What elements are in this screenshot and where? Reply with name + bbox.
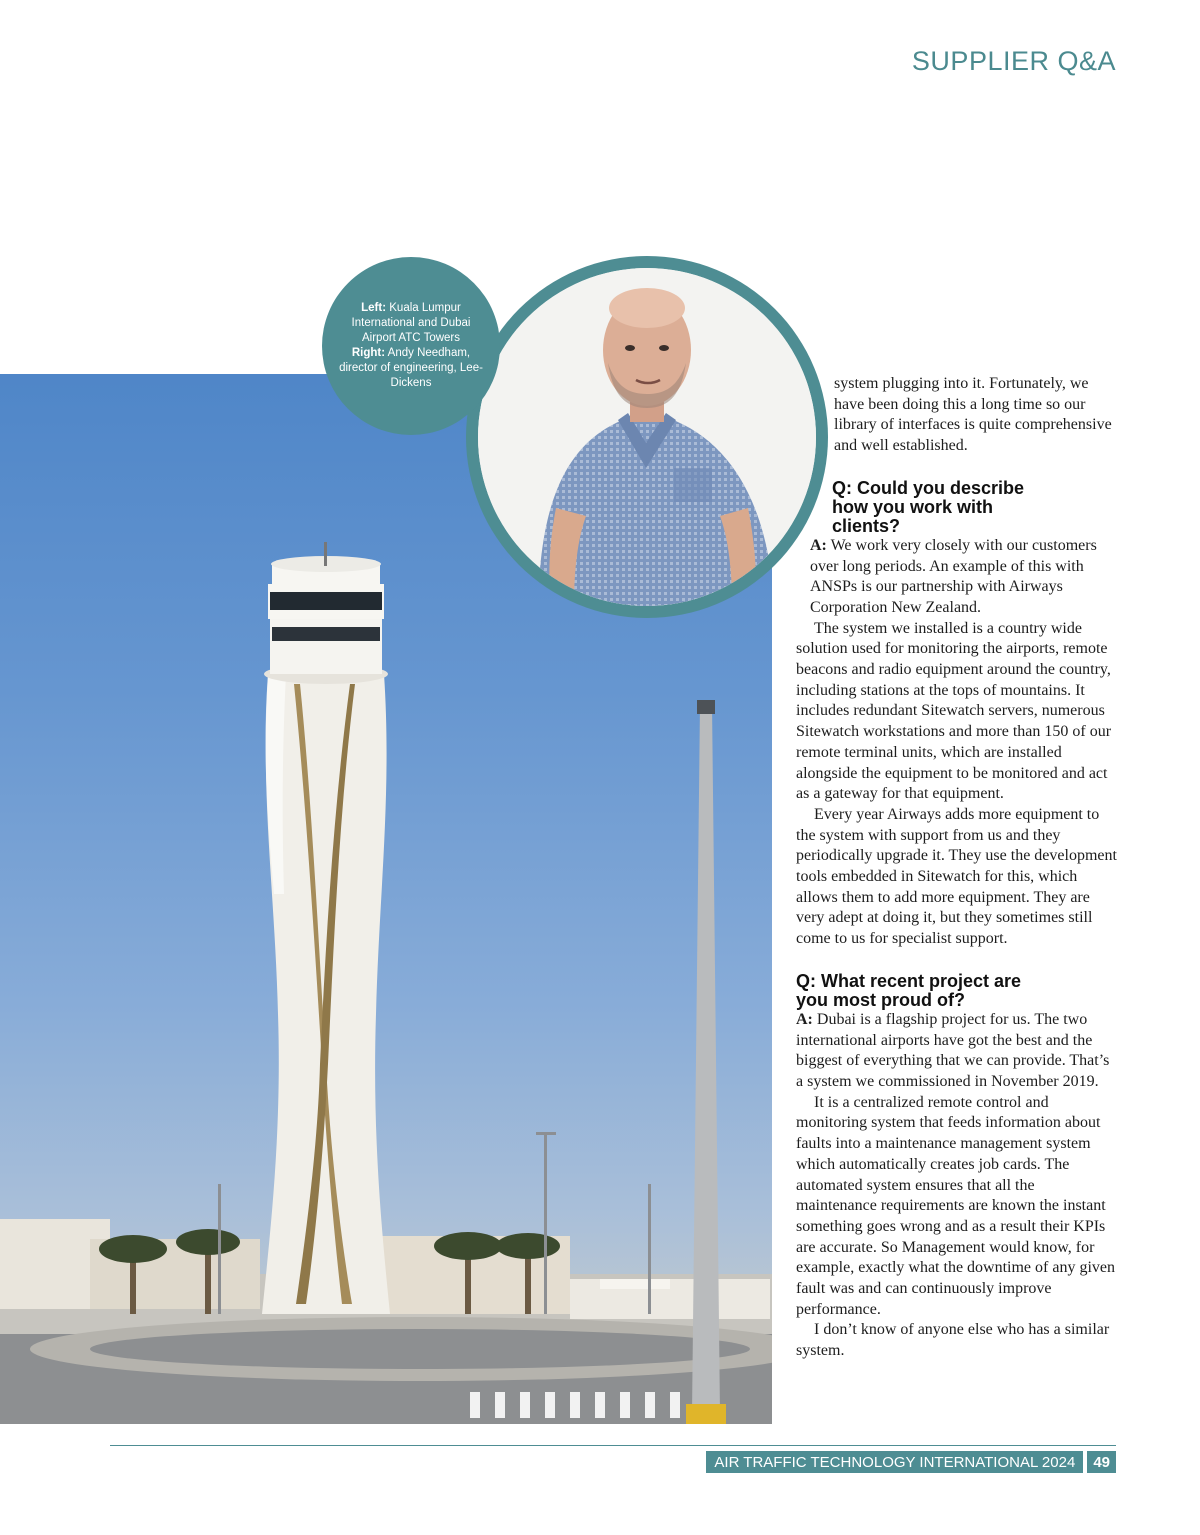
portrait-photo bbox=[478, 268, 816, 606]
answer-1-para-3: Every year Airways adds more equipment to the system with support from us and they periodically upgrade it. They use the development tools embedded in Sitewatch for this, which allows them to add more equipment. They are very adept at doing it, but they sometimes still come to us for specialist support. bbox=[796, 805, 1117, 948]
answer-2-para-1 bbox=[796, 1010, 1118, 1093]
answer-1-label: A: bbox=[810, 536, 827, 554]
question-2: Q: What recent project are you most proud of? bbox=[796, 970, 1022, 1010]
answer-2-label: A: bbox=[796, 1010, 813, 1028]
page-number: 49 bbox=[1087, 1451, 1116, 1473]
article-column bbox=[796, 374, 1118, 1362]
answer-1-para-1 bbox=[796, 536, 1118, 619]
caption-left-text: Kuala Lumpur International and Dubai Airport ATC Towers bbox=[351, 302, 471, 344]
section-label: SUPPLIER Q&A bbox=[911, 46, 1116, 76]
answer-1-para-2: The system we installed is a country wide solution used for monitoring the airports, remote beacons and radio equipment around the country, including stations at the tops of mountains. It includes redundant Sitewatch servers, numerous Sitewatch workstations and more than 150 of our remote terminal units, which are installed alongside the equipment to be monitored and act as a gateway for that equipment. bbox=[796, 619, 1112, 803]
photo-caption bbox=[322, 257, 500, 435]
answer-2-para-3: I don’t know of anyone else who has a similar system. bbox=[796, 1321, 1110, 1360]
answer-1-text: We work very closely with our customers over long periods. An example of this with ANSPs is our partnership with Airways Corporation New Zealand. bbox=[810, 536, 1097, 616]
caption-right-label: Right: bbox=[351, 347, 386, 359]
caption-left-label: Left: bbox=[361, 302, 387, 314]
intro-continuation: system plugging into it. Fortunately, we have been doing this a long time so our library of interfaces is quite comprehensive and well established. bbox=[834, 375, 1112, 455]
answer-2-para-2: It is a centralized remote control and monitoring system that feeds information about faults into a maintenance management system which automatically creates job cards. The automated system ensures that all the maintenance requirements are known the instant something goes wrong and as a result their KPIs are accurate. So Management would know, for example, exactly what the downtime of any given fault was and can continuously improve performance. bbox=[796, 1093, 1116, 1318]
answer-2-text: Dubai is a flagship project for us. The two international airports have got the best and the biggest of everything that we can provide. That’s a system we commissioned in November 2019. bbox=[796, 1010, 1110, 1090]
portrait-frame bbox=[466, 256, 828, 618]
question-1: Q: Could you describe how you work with clients? bbox=[832, 477, 1025, 536]
footer-rule bbox=[110, 1445, 1116, 1446]
publication-name: AIR TRAFFIC TECHNOLOGY INTERNATIONAL 2024 bbox=[706, 1451, 1083, 1473]
caption-right-text: Andy Needham, director of engineering, Lee-Dickens bbox=[339, 347, 483, 389]
page-footer bbox=[706, 1451, 1116, 1473]
portrait-illustration bbox=[478, 268, 816, 606]
